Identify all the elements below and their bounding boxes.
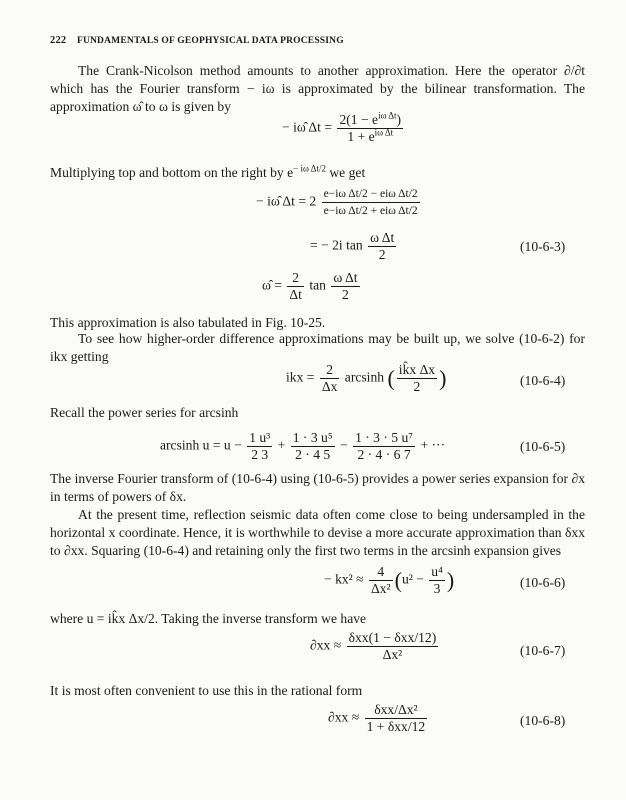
equation-number-10-6-8: (10-6-8) — [520, 713, 566, 728]
eq4-fraction-2: $\frac{\text{ω Δt}}{2}$ — [333, 270, 358, 302]
equation-number-10-6-3: (10-6-3) — [520, 239, 566, 254]
eq5-arcsinh: arcsinh — [344, 369, 385, 385]
eq1-lhs: − iω̂ Δt = — [282, 119, 333, 135]
eq4-lhs: ω̂ = — [262, 277, 283, 293]
equation-omega-hat — [262, 270, 362, 303]
eq3-numerator: ω Δt — [370, 230, 395, 245]
eq7-inner-fraction: $\frac{\text{u⁴}}{3}$ — [431, 564, 443, 596]
equation-bilinear — [282, 112, 405, 145]
equation-arcsinh-series: arcsinh u = u − $\frac{\text{1 u³}}{2 3}$ + $\frac{\text{1 · 3 u⁵}}{2 \cdot 4 5}$ − $\frac{\text{1 · 3 · 5 u⁷}}{2 \cdot 4 \cdot 6 7}$ + ··· — [160, 430, 446, 462]
equation-tan-form — [310, 230, 398, 263]
eq5-fraction: $\frac{2}{\Delta x}$ — [321, 362, 338, 394]
paragraph-multiplying: Multiplying top and bottom on the right by $e^{- i\omega \Delta t/2}$ we get — [50, 163, 366, 180]
equation-dxx-rational — [328, 702, 429, 735]
paragraph-tabulated: This approximation is also tabulated in Fig. 10-25. — [50, 315, 326, 330]
eq6-term-3: $\frac{\text{1 · 3 · 5 u⁷}}{2 \cdot 4 \cdot 6 7}$ — [355, 430, 414, 462]
eq1-numerator: $2(1 - e^{i\omega \Delta t})$ — [339, 110, 402, 127]
eq9-lhs: ∂xx ≈ — [328, 709, 360, 725]
equation-kx-squared: − kx² ≈ $\frac{4}{\text{Δx²}}$ (u² − $\frac{\text{u⁴}}{3}$ ) — [324, 564, 455, 596]
eq8-fraction: $\frac{\text{δxx(1 − δxx/12)}}{\text{Δx²}}$ — [348, 630, 437, 662]
paragraph-crank-nicolson: The Crank-Nicolson method amounts to another approximation. Here the operator ∂/∂t which has the Fourier transform − iω is approximated by the bilinear transformation. The approximation ω̂ to ω is given by — [50, 63, 585, 114]
equation-dxx-approx — [310, 630, 440, 663]
eq6-tail: + ··· — [420, 437, 446, 453]
eq2-numerator: e−iω Δt/2 − eiω Δt/2 — [323, 188, 418, 200]
equation-number-10-6-5: (10-6-5) — [520, 439, 566, 454]
paragraph-undersampled: At the present time, reflection seismic data often come close to being undersampled in the horizontal x coordinate. Hence, it is worthwhile to devise a more accurate approximation than δxx to ∂xx. Squaring (10-6-4) and retaining only the first two terms in the arcsinh expansion gives — [50, 507, 585, 558]
eq6-term-1: $\frac{\text{1 u³}}{2 3}$ — [249, 430, 271, 462]
equation-number-10-6-7: (10-6-7) — [520, 643, 566, 658]
eq6-lhs: arcsinh u = u − — [160, 437, 242, 453]
equation-number-10-6-4: (10-6-4) — [520, 373, 566, 388]
eq2-fraction — [322, 186, 420, 219]
equation-exponential-ratio — [256, 186, 422, 219]
eq8-lhs: ∂xx ≈ — [310, 637, 342, 653]
running-head — [50, 32, 344, 50]
eq2-denominator: e−iω Δt/2 + eiω Δt/2 — [322, 202, 420, 219]
eq7-inner: u² − — [401, 571, 424, 587]
eq1-denominator: $1 + e^{i\omega \Delta t}$ — [337, 128, 403, 145]
eq3-lhs: = − 2i tan — [310, 237, 363, 253]
eq4-fraction-1: $\frac{2}{\Delta t}$ — [289, 270, 302, 302]
eq7-fraction: $\frac{4}{\text{Δx²}}$ — [371, 564, 391, 596]
equation-ikx: ikx = $\frac{2}{\Delta x}$ arcsinh ( $\frac{\text{ik̂x Δx}}{2}$ ) — [286, 362, 447, 394]
eq3-denominator: 2 — [368, 246, 396, 263]
running-title: FUNDAMENTALS OF GEOPHYSICAL DATA PROCESSING — [76, 36, 344, 46]
paragraph-power-series: Recall the power series for arcsinh — [50, 405, 239, 420]
eq5-argument: $\frac{\text{ik̂x Δx}}{2}$ — [398, 362, 436, 394]
paragraph-where-u: where u = ik̂x Δx/2. Taking the inverse transform we have — [50, 611, 367, 626]
eq2-lhs: − iω̂ Δt = 2 — [256, 193, 317, 209]
eq9-fraction: $\frac{\text{δxx/Δx²}}{\text{1 + δxx/12}}$ — [366, 702, 426, 734]
page-number: 222 — [50, 35, 67, 46]
eq4-tan: tan — [309, 277, 326, 293]
eq5-lhs: ikx = — [286, 369, 315, 385]
equation-number-10-6-6: (10-6-6) — [520, 575, 566, 590]
paragraph-rational-form: It is most often convenient to use this in the rational form — [50, 683, 363, 698]
eq7-lhs: − kx² ≈ — [324, 571, 364, 587]
paragraph-higher-order: To see how higher-order difference approximations may be built up, we solve (10-6-2) for ikx getting — [50, 331, 585, 364]
eq6-term-2: $\frac{\text{1 · 3 u⁵}}{2 \cdot 4 5}$ — [292, 430, 333, 462]
eq1-fraction — [337, 112, 403, 145]
paragraph-inverse-fourier: The inverse Fourier transform of (10-6-4) using (10-6-5) provides a power series expansion for ∂x in terms of powers of δx. — [50, 471, 585, 504]
eq3-fraction — [368, 230, 396, 263]
